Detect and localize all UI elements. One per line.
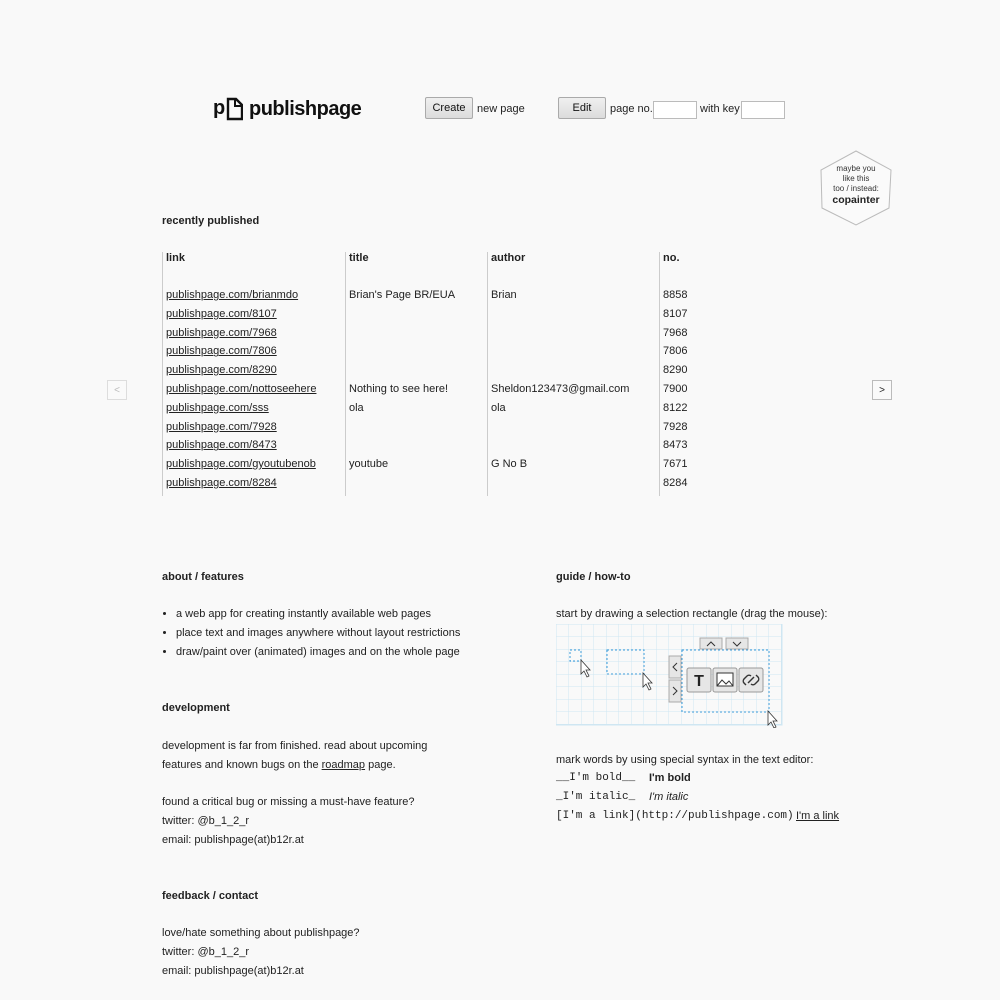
prev-page-button[interactable]: < [107,380,127,400]
bug-report-text [162,793,415,849]
table-cell [346,383,488,402]
table-row [163,383,724,402]
twitter-handle: twitter: @b_1_2_r [162,814,249,827]
table-cell [660,289,724,308]
development-heading: development [162,702,230,714]
row-title: youtube [349,458,389,471]
create-button[interactable]: Create [425,97,473,119]
bold-syntax-example: __I'm bold__ [556,772,636,784]
row-number: 8473 [663,439,688,452]
table-cell [660,383,724,402]
table-cell [346,308,488,327]
row-author: ola [491,401,506,414]
next-page-button[interactable]: > [872,380,892,400]
row-link[interactable]: publishpage.com/8290 [166,364,277,377]
roadmap-link[interactable]: roadmap [321,758,366,771]
row-number: 7806 [663,345,688,358]
table-cell [163,477,346,496]
recent-table [162,252,723,496]
selection-guide-illustration [556,624,784,728]
table-cell [163,383,346,402]
table-cell [163,289,346,308]
row-link[interactable]: publishpage.com/nottoseehere [166,382,317,395]
row-link[interactable]: publishpage.com/brianmdo [166,289,299,301]
table-cell [488,439,660,458]
table-cell [488,458,660,477]
badge-line: too / instead: [833,184,879,193]
row-author: Brian [491,289,517,301]
row-number: 8858 [663,289,688,301]
row-link[interactable]: publishpage.com/sss [166,401,269,414]
bold-result: I'm bold [649,772,691,784]
table-cell [488,308,660,327]
table-cell [346,439,488,458]
with-key-label: with key [700,103,740,115]
table-cell [163,421,346,440]
badge-line: maybe you [836,164,876,173]
text-line: found a critical bug or missing a must-have feature? [162,796,415,808]
column-header: no. [660,252,724,289]
feedback-text [162,924,360,980]
italic-result: I'm italic [649,791,689,803]
text-line: page. [365,758,396,771]
guide-intro: start by drawing a selection rectangle (drag the mouse): [556,608,828,620]
row-number: 8122 [663,401,688,414]
table-cell [346,402,488,421]
badge-line: like this [842,174,870,183]
row-number: 7671 [663,458,688,471]
text-line: development is far from finished. read about upcoming [162,740,428,752]
row-link[interactable]: publishpage.com/7806 [166,345,277,358]
twitter-handle: twitter: @b_1_2_r [162,945,249,958]
table-cell [660,458,724,477]
about-heading: about / features [162,571,244,583]
row-link[interactable]: publishpage.com/8284 [166,476,277,489]
table-cell [488,477,660,496]
table-row [163,364,724,383]
row-number: 8107 [663,307,688,320]
table-cell [163,439,346,458]
table-cell [488,383,660,402]
guide-heading: guide / how-to [556,571,631,583]
table-cell [488,402,660,421]
row-link[interactable]: publishpage.com/8107 [166,307,277,320]
logo[interactable] [213,96,361,122]
table-cell [660,439,724,458]
table-row [163,439,724,458]
link-syntax-example: [I'm a link](http://publishpage.com) [556,810,794,822]
development-text [162,737,427,775]
table-row [163,289,724,308]
syntax-intro: mark words by using special syntax in the text editor: [556,754,814,766]
table-cell [660,421,724,440]
table-cell [660,477,724,496]
table-cell [660,308,724,327]
table-cell [660,364,724,383]
table-cell [660,402,724,421]
row-number: 7900 [663,382,688,395]
link-result[interactable]: I'm a link [796,810,840,822]
table-cell [660,327,724,346]
table-cell [488,364,660,383]
list-item: • draw/paint over (animated) images and on the whole page [176,643,460,662]
table-cell [488,421,660,440]
feedback-heading: feedback / contact [162,890,258,902]
list-item: • place text and images anywhere without layout restrictions [176,624,460,643]
table-cell [163,308,346,327]
table-cell [346,364,488,383]
row-title: Nothing to see here! [349,382,449,395]
email-address: email: publishpage(at)b12r.at [162,964,304,977]
table-cell [660,345,724,364]
list-item: • a web app for creating instantly available web pages [176,605,460,624]
table-row [163,402,724,421]
text-line: features and known bugs on the [162,758,322,771]
row-title: Brian's Page BR/EUA [349,289,456,301]
table-cell [488,327,660,346]
row-number: 7928 [663,420,688,433]
table-cell [163,345,346,364]
column-header: link [163,252,346,289]
page-no-label: page no. [610,103,653,115]
table-row [163,477,724,496]
table-cell [346,345,488,364]
recent-heading: recently published [162,215,260,227]
brand-name: publishpage [249,97,362,120]
row-author: Sheldon123473@gmail.com [491,382,630,395]
table-cell [346,477,488,496]
table-row [163,458,724,477]
italic-syntax-example: _I'm italic_ [556,791,636,803]
table-row [163,421,724,440]
column-header: title [346,252,488,289]
row-title: ola [349,401,364,414]
row-link[interactable]: publishpage.com/gyoutubenob [166,458,316,471]
table-cell [163,402,346,421]
row-link[interactable]: publishpage.com/7968 [166,326,277,339]
table-cell [488,345,660,364]
svg-text:T: T [694,673,704,690]
row-number: 8284 [663,476,688,489]
row-number: 8290 [663,364,688,377]
create-label: new page [477,103,525,115]
table-row [163,327,724,346]
badge-name: copainter [832,194,880,206]
text-line: love/hate something about publishpage? [162,927,360,939]
feature-list [162,605,460,661]
table-row [163,345,724,364]
row-link[interactable]: publishpage.com/8473 [166,439,277,452]
page-icon [213,97,243,121]
table-row [163,308,724,327]
page-no-input[interactable] [653,101,697,119]
table-cell [346,458,488,477]
row-number: 7968 [663,326,688,339]
copainter-badge[interactable] [820,150,892,226]
key-input[interactable] [741,101,785,119]
table-cell [163,364,346,383]
table-cell [163,458,346,477]
column-header: author [488,252,660,289]
table-cell [163,327,346,346]
svg-text:p: p [213,97,226,119]
table-cell [346,327,488,346]
email-address: email: publishpage(at)b12r.at [162,833,304,846]
table-cell [346,421,488,440]
table-cell [346,289,488,308]
edit-button[interactable]: Edit [558,97,606,119]
row-author: G No B [491,458,528,471]
table-cell [488,289,660,308]
row-link[interactable]: publishpage.com/7928 [166,420,277,433]
